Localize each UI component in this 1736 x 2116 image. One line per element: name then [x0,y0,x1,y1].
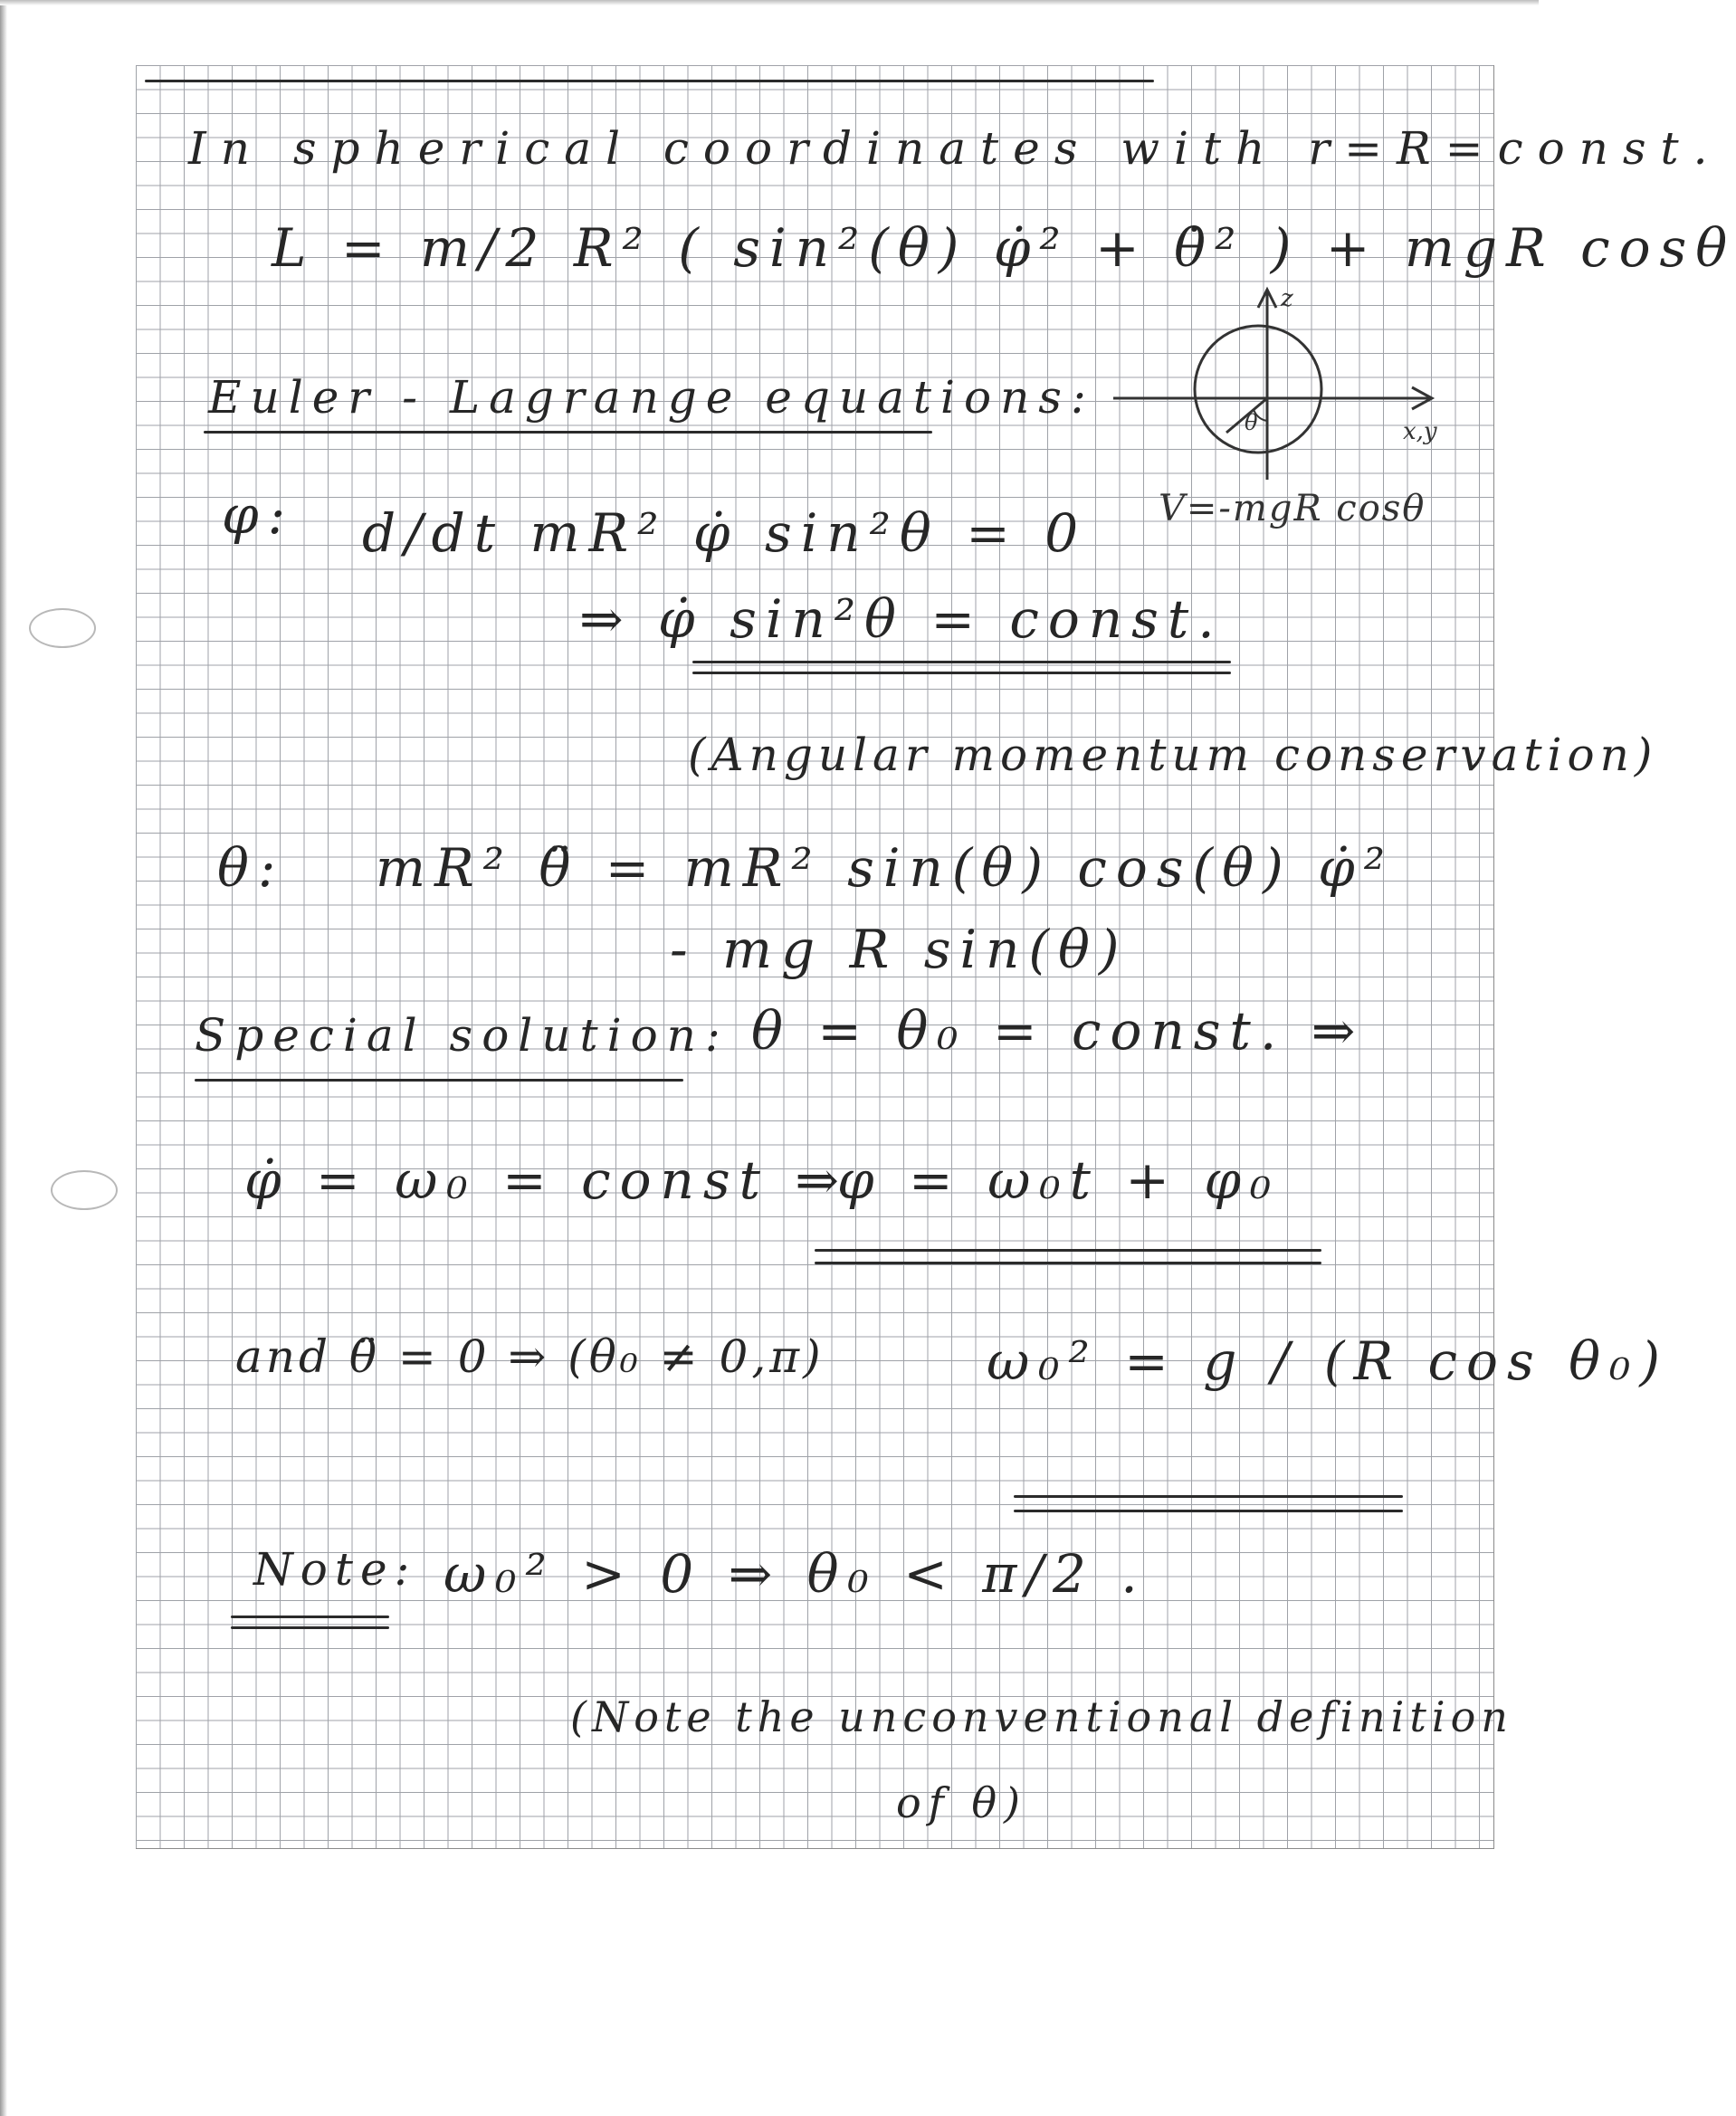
phi-conservation-result: ⇒ φ̇ sin²θ = const. [579,588,1224,650]
euler-lagrange-heading: Euler - Lagrange equations: [208,371,1095,424]
phi-result-underline-1 [692,661,1231,663]
note-heading: Note: [253,1543,417,1596]
potential-label: V=-mgR cosθ [1159,488,1426,529]
angular-momentum-note: (Angular momentum conservation) [688,729,1658,781]
theta-equation-line-1: mR² θ̈ = mR² sin(θ) cos(θ) φ̇² [376,837,1395,899]
intro-line: In spherical coordinates with r=R=const. [188,122,1722,175]
note-underline-1 [231,1616,389,1618]
scan-edge [0,0,7,2116]
sphere-circle [1195,326,1321,453]
phi-solution-underline-1 [815,1249,1321,1252]
axis-label-xy: x,y [1403,418,1437,445]
special-solution-underline [195,1079,683,1082]
theta-equation-line-2: - mg R sin(θ) [670,919,1129,980]
phi-result-underline-2 [692,672,1231,674]
scan-edge-top [0,0,1539,5]
phi-solution-underline-2 [815,1262,1321,1264]
note-equation: ω₀² > 0 ⇒ θ₀ < π/2 . [444,1543,1147,1605]
final-note-line-2: of θ) [896,1778,1027,1827]
punch-hole-upper [29,608,96,648]
and-equation: and θ̈ = 0 ⇒ (θ₀ ≠ 0,π) [235,1330,825,1383]
omega-underline-2 [1014,1510,1403,1512]
top-rule [145,80,1154,82]
sphere-diagram [1095,272,1457,579]
axis-label-z: z [1281,285,1293,312]
horizontal-axis [1113,387,1432,409]
omega-squared-equation: ω₀² = g / (R cos θ₀) [987,1330,1669,1392]
note-underline-2 [231,1626,389,1629]
special-solution-equation: θ = θ₀ = const. ⇒ [751,1000,1365,1062]
lagrangian-equation: L = m/2 R² ( sin²(θ) φ̇² + θ̇² ) + mgR cosθ [272,217,1736,279]
final-note-line-1: (Note the unconventional definition [570,1692,1513,1741]
theta-label: θ: [217,837,285,899]
phi-equation: d/dt mR² φ̇ sin²θ = 0 [362,502,1088,564]
phi-dot-equation: φ̇ = ω₀ = const ⇒ [244,1149,848,1211]
euler-lagrange-underline [204,431,932,434]
phi-label: φ: [222,484,295,546]
punch-hole-lower [51,1170,118,1210]
omega-underline-1 [1014,1495,1403,1498]
special-solution-heading: Special solution: [195,1009,730,1062]
angle-label: θ [1245,410,1258,435]
phi-solution: φ = ω₀t + φ₀ [837,1149,1281,1211]
